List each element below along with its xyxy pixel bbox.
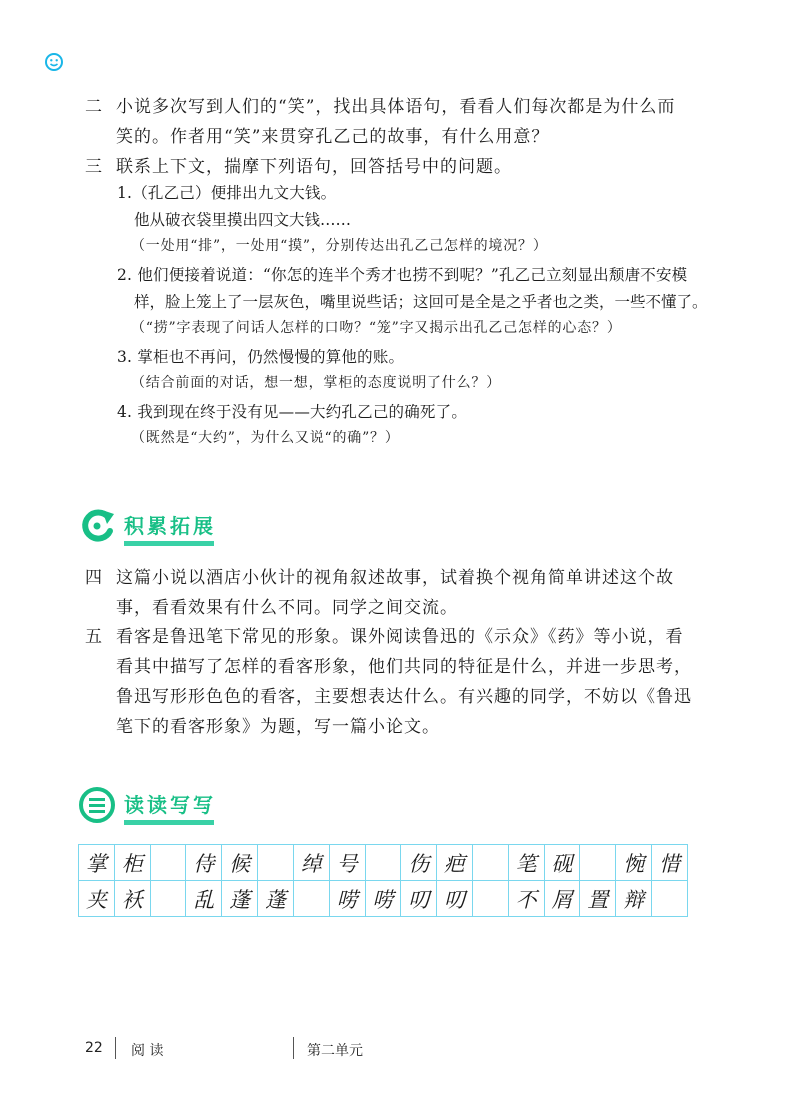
vocab-cell: 蓬 <box>258 881 294 917</box>
vocab-cell: 笔 <box>508 845 544 881</box>
question-4 <box>85 563 725 623</box>
sub-item-2-line1: 2. 他们便接着说道：“你怎的连半个秀才也捞不到呢？”孔乙己立刻显出颓唐不安模 <box>117 266 688 284</box>
sub-item-3-hint: （结合前面的对话，想一想，掌柜的态度说明了什么？） <box>131 375 501 391</box>
section-title-underline <box>124 820 214 825</box>
vocab-cell: 惜 <box>652 845 688 881</box>
section-title: 读读写写 <box>124 793 216 817</box>
vocab-cell: 伤 <box>401 845 437 881</box>
refresh-arrow-icon <box>78 507 116 545</box>
sub-item-3-line1: 3. 掌柜也不再问，仍然慢慢的算他的账。 <box>117 348 405 366</box>
question-text-line: 笔下的看客形象》为题，写一篇小论文。 <box>116 717 440 737</box>
sub-item-4-line1: 4. 我到现在终于没有见——大约孔乙己的确死了。 <box>117 403 468 421</box>
vocab-cell: 疤 <box>437 845 473 881</box>
vocab-cell: 掌 <box>79 845 115 881</box>
question-text-line: 看其中描写了怎样的看客形象，他们共同的特征是什么，并进一步思考， <box>116 657 692 677</box>
vocab-cell: 乱 <box>186 881 222 917</box>
footer-section: 阅 读 <box>131 1043 164 1059</box>
section-title: 积累拓展 <box>124 514 216 538</box>
question-3 <box>85 152 725 182</box>
vocab-cell: 砚 <box>544 845 580 881</box>
vocab-cell: 屑 <box>544 881 580 917</box>
vocab-cell: 绰 <box>293 845 329 881</box>
vocab-cell: 叨 <box>401 881 437 917</box>
vocab-cell <box>258 845 294 881</box>
question-text-line: 事，看看效果有什么不同。同学之间交流。 <box>116 598 458 618</box>
vocab-cell <box>472 845 508 881</box>
sub-item-1-line1: 1.（孔乙己）便排出九文大钱。 <box>117 184 337 202</box>
vocab-cell <box>472 881 508 917</box>
vocab-cell: 辩 <box>616 881 652 917</box>
sub-item-4-hint: （既然是“大约”，为什么又说“的确”？） <box>131 430 400 446</box>
vocab-cell <box>293 881 329 917</box>
section-title-underline <box>124 541 214 546</box>
vocab-cell <box>150 845 186 881</box>
vocab-cell <box>150 881 186 917</box>
question-text-line: 鲁迅写形形色色的看客，主要想表达什么。有兴趣的同学，不妨以《鲁迅 <box>116 687 692 707</box>
question-text-line: 小说多次写到人们的“笑”，找出具体语句，看看人们每次都是为什么而 <box>116 97 676 117</box>
vocab-cell: 置 <box>580 881 616 917</box>
sub-item-1-line2: 他从破衣袋里摸出四文大钱…… <box>134 211 352 229</box>
vocab-cell: 蓬 <box>222 881 258 917</box>
footer-divider <box>115 1037 116 1059</box>
vocab-cell: 柜 <box>114 845 150 881</box>
vocab-cell <box>580 845 616 881</box>
sub-item-1-hint: （一处用“排”，一处用“摸”，分别传达出孔乙己怎样的境况？） <box>131 238 548 254</box>
question-number: 四 <box>85 568 103 588</box>
vocab-cell <box>652 881 688 917</box>
vocab-cell: 叨 <box>437 881 473 917</box>
question-number: 二 <box>85 97 103 117</box>
vocab-cell: 唠 <box>329 881 365 917</box>
question-text-line: 联系上下文，揣摩下列语句，回答括号中的问题。 <box>116 157 512 177</box>
vocab-cell: 惋 <box>616 845 652 881</box>
vocab-cell: 袄 <box>114 881 150 917</box>
vocabulary-row-1 <box>79 845 688 881</box>
footer-divider <box>293 1037 294 1059</box>
vocab-cell: 候 <box>222 845 258 881</box>
list-icon <box>78 786 116 824</box>
question-text-line: 这篇小说以酒店小伙计的视角叙述故事，试着换个视角简单讲述这个故 <box>116 568 674 588</box>
vocab-cell: 唠 <box>365 881 401 917</box>
vocabulary-grid <box>78 844 688 918</box>
vocab-cell: 号 <box>329 845 365 881</box>
page-number: 22 <box>85 1040 103 1056</box>
question-5 <box>85 622 725 742</box>
vocab-cell: 夹 <box>79 881 115 917</box>
sub-item-2-line2: 样，脸上笼上了一层灰色，嘴里说些话；这回可是全是之乎者也之类，一些不懂了。 <box>134 293 708 311</box>
vocabulary-row-2 <box>79 881 688 917</box>
vocab-cell: 不 <box>508 881 544 917</box>
vocab-cell <box>365 845 401 881</box>
question-text-line: 笑的。作者用“笑”来贯穿孔乙己的故事，有什么用意？ <box>116 127 550 147</box>
question-number: 五 <box>85 627 103 647</box>
vocab-cell: 侍 <box>186 845 222 881</box>
footer-unit: 第二单元 <box>307 1043 363 1059</box>
question-2 <box>85 92 725 152</box>
smiley-icon <box>45 53 63 71</box>
question-number: 三 <box>85 157 103 177</box>
sub-item-2-hint: （“捞”字表现了问话人怎样的口吻？“笼”字又揭示出孔乙己怎样的心态？） <box>131 320 622 336</box>
question-text-line: 看客是鲁迅笔下常见的形象。课外阅读鲁迅的《示众》《药》等小说，看 <box>116 627 684 647</box>
